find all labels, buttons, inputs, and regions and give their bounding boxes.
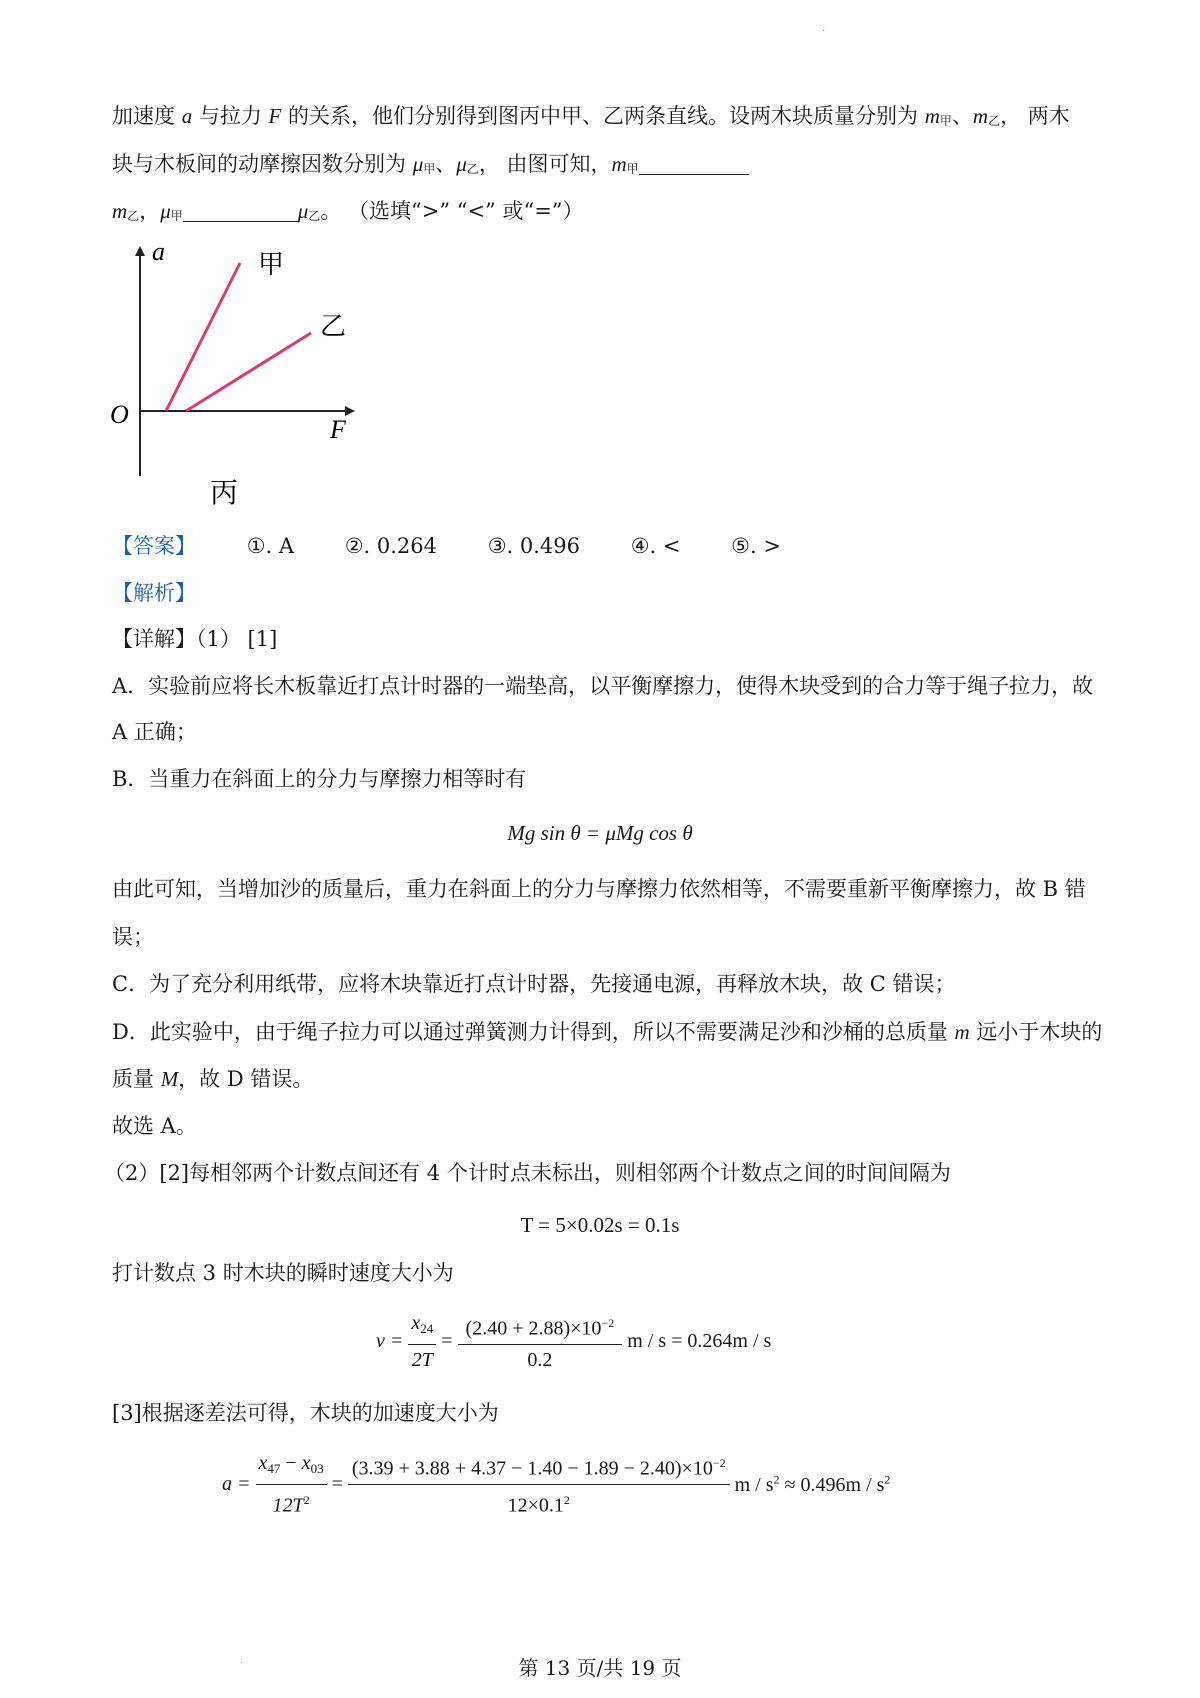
fraction-x24-over-2T: $\frac{x_{24}}{2T}$ xyxy=(408,1310,436,1373)
answer-item: ③. 0.496 xyxy=(487,534,580,558)
option-a-line-1: A．实验前应将长木板靠近打点计时器的一端垫高，以平衡摩擦力，使得木块受到的合力等于绳子拉力，故 xyxy=(112,674,1094,698)
scan-speck: · xyxy=(240,1658,244,1669)
graph-bing xyxy=(100,238,380,520)
fraction-acceleration-value: $\frac{(3.39 + 3.88 + 4.37 - 1.40 - 1.89 - 2.40)\times 10^{-2}}{12\times 0.1^2}$ xyxy=(348,1450,730,1518)
answer-item: ②. 0.264 xyxy=(344,534,438,558)
origin-label: O xyxy=(110,400,129,429)
answer-item: ⑤. > xyxy=(731,534,781,558)
answer-blank-2[interactable] xyxy=(183,199,298,222)
option-b-line-3: 误； xyxy=(112,925,154,949)
line-jia-label: 甲 xyxy=(258,250,285,279)
option-d-line-2: 质量 M，故 D 错误。 xyxy=(112,1067,314,1091)
detail-label: 【详解】（1） [1] xyxy=(112,627,278,651)
part-2-line: （2）[2]每相邻两个计数点间还有 4 个计时点未标出，则相邻两个计数点之间的时间间隔为 xyxy=(104,1161,951,1185)
answer-item: ④. < xyxy=(630,534,681,558)
line-yi xyxy=(186,333,311,411)
acceleration-intro: [3]根据逐差法可得，木块的加速度大小为 xyxy=(112,1401,499,1425)
scan-speck: · xyxy=(822,26,826,37)
equation-4: a = $\frac{x_{47} - x_{03}}{12T^2}$ = $\frac{(3.39 + 3.88 + 4.37 - 1.40 - 1.89 - 2.40)\times 10^{-2}}{12\times 0.1^2}$ $m / s^2 \approx 0.496m / s^2$ xyxy=(222,1452,891,1517)
page-footer: 第 13 页/共 19 页 xyxy=(518,1656,682,1680)
equation-3: v = $\frac{x_{24}}{2T}$ = $\frac{(2.40 + 2.88)\times 10^{-2}}{0.2}$ m / s = 0.264m / s xyxy=(376,1312,772,1371)
line-jia xyxy=(166,263,240,411)
option-b-line-1: B．当重力在斜面上的分力与摩擦力相等时有 xyxy=(112,767,527,791)
fraction-velocity-value: $\frac{(2.40 + 2.88)\times 10^{-2}}{0.2}$ xyxy=(458,1310,623,1373)
problem-line-3: m乙，μ甲 μ乙。 （选填“>” “<” 或“=”） xyxy=(112,199,584,223)
answer-line xyxy=(112,531,825,561)
answer-item: ①. A xyxy=(246,534,295,558)
equation-2: T = 5×0.02s = 0.1s xyxy=(520,1213,680,1237)
option-c-line: C．为了充分利用纸带，应将木块靠近打点计时器，先接通电源，再释放木块，故 C 错误； xyxy=(112,972,956,996)
option-d-line-1: D．此实验中，由于绳子拉力可以通过弹簧测力计得到，所以不需要满足沙和沙桶的总质量 m 远小于木块的 xyxy=(112,1020,1103,1044)
problem-line-2: 块与木板间的动摩擦因数分别为 μ甲、μ乙， 由图可知，m甲 xyxy=(112,149,749,184)
velocity-intro: 打计数点 3 时木块的瞬时速度大小为 xyxy=(112,1261,454,1285)
graph-caption: 丙 xyxy=(210,478,239,509)
equation-1: Mg sin θ = μMg cos θ xyxy=(507,821,693,845)
analysis-label: 【解析】 xyxy=(112,581,196,605)
problem-line-1: 加速度 a 与拉力 F 的关系，他们分别得到图丙中甲、乙两条直线。设两木块质量分别为 m甲、m乙， 两木 xyxy=(112,104,1070,128)
option-b-line-2: 由此可知，当增加沙的质量后，重力在斜面上的分力与摩擦力依然相等，不需要重新平衡摩擦力，故 B 错 xyxy=(112,877,1086,901)
conclusion-line: 故选 A。 xyxy=(112,1114,197,1138)
line-yi-label: 乙 xyxy=(320,312,347,341)
y-axis-label: a xyxy=(152,238,165,266)
fraction-x47-minus-x03: $\frac{x_{47} - x_{03}}{12T^2}$ xyxy=(256,1450,327,1519)
answer-blank-1[interactable] xyxy=(639,152,749,175)
option-a-line-2: A 正确； xyxy=(112,720,197,744)
x-axis-label: F xyxy=(330,415,346,444)
answer-label: 【答案】 xyxy=(112,534,196,558)
